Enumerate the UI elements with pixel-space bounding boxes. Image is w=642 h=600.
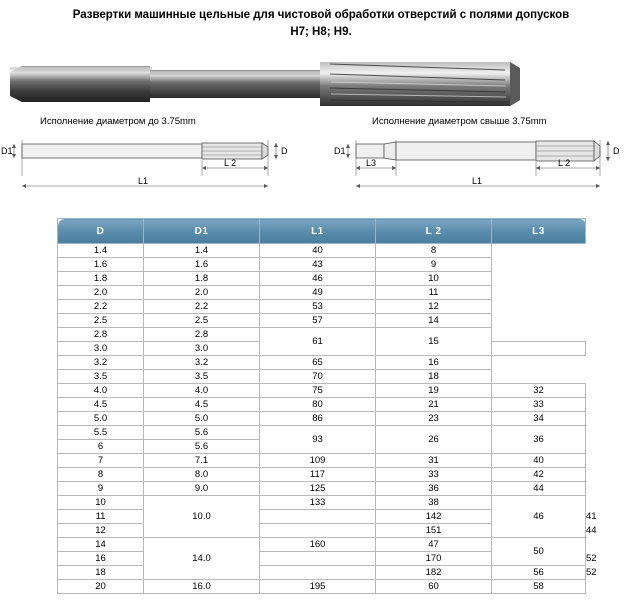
- cell-l2: 11: [376, 286, 492, 300]
- cell-d1: 2.2: [144, 300, 260, 314]
- cell-d1: 3.5: [144, 370, 260, 384]
- cell-l2: 16: [376, 356, 492, 370]
- cell-d1: [260, 566, 376, 580]
- cell-l2: 56: [492, 566, 586, 580]
- table-row: [58, 370, 586, 384]
- cell-l1: [492, 342, 586, 356]
- title-line-1: Развертки машинные цельные для чистовой обработки отверстий с полями допусков: [72, 9, 570, 21]
- cell-d: 10: [58, 496, 144, 510]
- cell-l3: 34: [492, 412, 586, 426]
- cell-d: 20: [58, 580, 144, 594]
- cell-l3: 36: [492, 426, 586, 454]
- table-row: [58, 384, 586, 398]
- cell-d: 3.0: [58, 342, 144, 356]
- table-body: [58, 244, 597, 594]
- label-right-d: D: [613, 146, 620, 157]
- table-row: [58, 258, 586, 272]
- caption-right: Исполнение диаметром свыше 3.75mm: [372, 116, 547, 128]
- cell-d: 4.5: [58, 398, 144, 412]
- reamer-illustration: [0, 44, 642, 116]
- cell-d: 14: [58, 538, 144, 552]
- cell-d1: 7.1: [144, 454, 260, 468]
- cell-l2: 21: [376, 398, 492, 412]
- column-header-d1: D1: [144, 219, 260, 244]
- label-right-l2: L 2: [558, 158, 571, 169]
- cell-l1: 125: [260, 482, 376, 496]
- cell-d1: 1.8: [144, 272, 260, 286]
- table-row: [58, 468, 586, 482]
- cell-d1: 5.6: [144, 440, 260, 454]
- table-row: [58, 482, 586, 496]
- cell-l2: 36: [376, 482, 492, 496]
- table-header-row: [58, 219, 586, 244]
- cell-l2: 8: [376, 244, 492, 258]
- cell-d1: 14.0: [144, 538, 260, 580]
- table-row: [58, 496, 586, 510]
- table-row: [58, 300, 586, 314]
- table-row: [58, 398, 586, 412]
- cell-l2: 9: [376, 258, 492, 272]
- cell-d1: [260, 552, 376, 566]
- reamer-drawing: [0, 44, 642, 116]
- cell-l1: 75: [260, 384, 376, 398]
- cell-l2: 60: [376, 580, 492, 594]
- label-left-d1: D1: [1, 146, 13, 157]
- cell-d1: 5.0: [144, 412, 260, 426]
- cell-d: 2.8: [58, 328, 144, 342]
- cell-l1: 133: [260, 496, 376, 510]
- table-row: [58, 272, 586, 286]
- cell-d: 1.6: [58, 258, 144, 272]
- cell-l1: 49: [260, 286, 376, 300]
- dimension-drawings: [0, 132, 642, 210]
- label-left-l2: L 2: [224, 158, 237, 169]
- table-row: 12 151 44: [58, 524, 586, 538]
- diagram-left: [1, 140, 288, 188]
- column-header-l2: L 2: [376, 219, 492, 244]
- cell-d: 1.4: [58, 244, 144, 258]
- cell-d1: 9.0: [144, 482, 260, 496]
- table-row: [58, 426, 586, 440]
- specification-table: [57, 218, 597, 594]
- cell-l2: 47: [376, 538, 492, 552]
- table-row: [58, 286, 586, 300]
- cell-l3: 44: [492, 482, 586, 496]
- cell-d1: 10.0: [144, 496, 260, 538]
- cell-d1: 5.6: [144, 426, 260, 440]
- cell-d1: 2.8: [144, 328, 260, 342]
- cell-d: 3.5: [58, 370, 144, 384]
- table-row: [58, 412, 586, 426]
- diagram-captions: [0, 116, 642, 132]
- cell-d: 2.2: [58, 300, 144, 314]
- cell-l1: 65: [260, 356, 376, 370]
- cell-d: 7: [58, 454, 144, 468]
- cell-d: 9: [58, 482, 144, 496]
- dimension-diagrams: [0, 132, 642, 204]
- title-line-2: H7; H8; H9.: [290, 25, 352, 38]
- cell-d1: [260, 524, 376, 538]
- cell-l1: 151: [376, 524, 492, 538]
- cell-l1: 170: [376, 552, 492, 566]
- cell-d1: 3.0: [144, 342, 260, 356]
- cell-l2: 23: [376, 412, 492, 426]
- cell-l1: 86: [260, 412, 376, 426]
- cell-l3: 46: [492, 496, 586, 538]
- cell-d1: 8.0: [144, 468, 260, 482]
- table-row: [58, 454, 586, 468]
- cell-d1: 3.2: [144, 356, 260, 370]
- cell-d: 16: [58, 552, 144, 566]
- cell-l1: 80: [260, 398, 376, 412]
- cell-d1: 1.4: [144, 244, 260, 258]
- table-row: [58, 356, 586, 370]
- table-row: [58, 328, 586, 342]
- label-left-l1: L1: [138, 176, 149, 187]
- cell-l1: 57: [260, 314, 376, 328]
- cell-l2: 12: [376, 300, 492, 314]
- diagram-right: [334, 140, 620, 188]
- table-row: 16 170 52: [58, 552, 586, 566]
- cell-d: 4.0: [58, 384, 144, 398]
- cell-l1: 195: [260, 580, 376, 594]
- label-left-d: D: [281, 146, 288, 157]
- cell-l1: 182: [376, 566, 492, 580]
- cell-d: 2.0: [58, 286, 144, 300]
- cell-l3: 42: [492, 468, 586, 482]
- label-right-l1: L1: [472, 176, 483, 187]
- cell-l1: 46: [260, 272, 376, 286]
- cell-l1: 117: [260, 468, 376, 482]
- cell-d: 12: [58, 524, 144, 538]
- cell-l2: 19: [376, 384, 492, 398]
- cell-d1: [260, 510, 376, 524]
- cell-d: 6: [58, 440, 144, 454]
- cell-l1: 70: [260, 370, 376, 384]
- label-right-d1: D1: [334, 146, 346, 157]
- cell-l1: 43: [260, 258, 376, 272]
- cell-d: 5.5: [58, 426, 144, 440]
- cell-l2: 18: [376, 370, 492, 384]
- cell-l1: 142: [376, 510, 492, 524]
- cell-d: 3.2: [58, 356, 144, 370]
- table-row: 11 142 41: [58, 510, 586, 524]
- label-right-l3: L3: [366, 158, 377, 169]
- cell-l2: 15: [376, 328, 492, 356]
- column-header-l1: L1: [260, 219, 376, 244]
- page-title: [0, 0, 642, 40]
- cell-l2: 31: [376, 454, 492, 468]
- cell-l3: 50: [492, 538, 586, 566]
- cell-l1: 93: [260, 426, 376, 454]
- cell-d: 11: [58, 510, 144, 524]
- spec-table: [57, 218, 597, 594]
- cell-l1: 40: [260, 244, 376, 258]
- cell-d: 1.8: [58, 272, 144, 286]
- cell-l1: 61: [260, 328, 376, 356]
- cell-d1: 1.6: [144, 258, 260, 272]
- cell-l1: 160: [260, 538, 376, 552]
- cell-d1: 2.0: [144, 286, 260, 300]
- table-row: [58, 538, 586, 552]
- cell-d1: 2.5: [144, 314, 260, 328]
- table-row: [58, 244, 586, 258]
- cell-d1: 4.5: [144, 398, 260, 412]
- cell-d: 5.0: [58, 412, 144, 426]
- cell-l2: 38: [376, 496, 492, 510]
- cell-l2: 14: [376, 314, 492, 328]
- cell-l1: 53: [260, 300, 376, 314]
- cell-l1: 109: [260, 454, 376, 468]
- column-header-d: D: [58, 219, 144, 244]
- table-row: [58, 580, 586, 594]
- cell-l2: 33: [376, 468, 492, 482]
- cell-l3: 32: [492, 384, 586, 398]
- cell-d: 8: [58, 468, 144, 482]
- caption-left: Исполнение диаметром до 3.75mm: [40, 116, 196, 128]
- cell-d: 18: [58, 566, 144, 580]
- column-header-l3: L3: [492, 219, 586, 244]
- cell-l2: 10: [376, 272, 492, 286]
- cell-l3: 40: [492, 454, 586, 468]
- cell-d1: 4.0: [144, 384, 260, 398]
- cell-d1: 16.0: [144, 580, 260, 594]
- cell-l3: 33: [492, 398, 586, 412]
- cell-l2: 26: [376, 426, 492, 454]
- table-row: [58, 314, 586, 328]
- cell-l3: 58: [492, 580, 586, 594]
- table-row: 18 182 56 52: [58, 566, 586, 580]
- cell-d: 2.5: [58, 314, 144, 328]
